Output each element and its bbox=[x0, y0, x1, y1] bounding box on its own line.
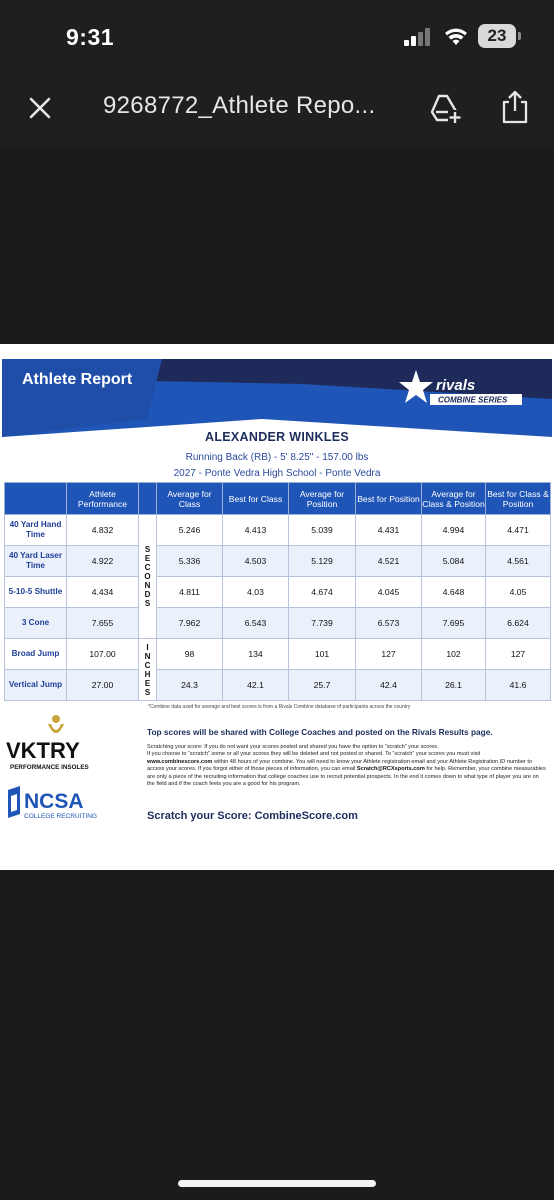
table-cell: 5.129 bbox=[289, 546, 356, 577]
svg-text:rivals: rivals bbox=[436, 377, 476, 394]
table-cell: 6.573 bbox=[356, 608, 422, 639]
table-cell: 24.3 bbox=[157, 670, 223, 701]
banner-title: Athlete Report bbox=[22, 371, 133, 388]
table-row bbox=[5, 639, 551, 670]
position-line: Running Back (RB) - 5' 8.25" - 157.00 lbs bbox=[185, 452, 369, 463]
table-cell: 4.648 bbox=[422, 577, 486, 608]
table-cell: 4.471 bbox=[486, 515, 551, 546]
unit-letter: C bbox=[144, 660, 151, 670]
school-line: 2027 - Ponte Vedra High School - Ponte Vedra bbox=[173, 468, 381, 479]
cellular-signal-icon bbox=[404, 28, 434, 46]
table-cell: 4.922 bbox=[67, 546, 139, 577]
scores-table bbox=[4, 482, 551, 701]
table-cell: 4.503 bbox=[223, 546, 289, 577]
add-to-drive-icon[interactable] bbox=[428, 91, 462, 125]
document-title: 9268772_Athlete Repo... bbox=[103, 92, 376, 119]
column-header: Average for Position bbox=[289, 483, 356, 515]
unit-letter: S bbox=[144, 599, 151, 608]
event-label: 3 Cone bbox=[5, 608, 67, 639]
unit-letter: H bbox=[144, 669, 151, 679]
table-cell: 6.624 bbox=[486, 608, 551, 639]
event-label: 5-10-5 Shuttle bbox=[5, 577, 67, 608]
table-cell: 127 bbox=[486, 639, 551, 670]
battery-icon: 23 bbox=[478, 24, 516, 48]
table-cell: 41.6 bbox=[486, 670, 551, 701]
pdf-page bbox=[0, 344, 554, 870]
vktry-logo bbox=[6, 712, 118, 772]
column-header: Average for Class bbox=[157, 483, 223, 515]
table-cell: 98 bbox=[157, 639, 223, 670]
column-header: Best for Class & Position bbox=[486, 483, 551, 515]
table-row bbox=[5, 515, 551, 546]
scratch-instructions bbox=[147, 744, 547, 788]
svg-text:NCSA: NCSA bbox=[24, 790, 84, 813]
table-cell: 107.00 bbox=[67, 639, 139, 670]
scratch-score-line: Scratch your Score: CombineScore.com bbox=[147, 810, 358, 822]
table-cell: 4.561 bbox=[486, 546, 551, 577]
table-cell: 5.336 bbox=[157, 546, 223, 577]
unit-letter: E bbox=[144, 678, 151, 688]
home-indicator[interactable] bbox=[178, 1180, 376, 1187]
table-cell: 4.045 bbox=[356, 577, 422, 608]
table-cell: 4.431 bbox=[356, 515, 422, 546]
table-cell: 7.655 bbox=[67, 608, 139, 639]
table-row bbox=[5, 670, 551, 701]
viewer-background bbox=[0, 148, 554, 344]
unit-letter: S bbox=[144, 687, 151, 697]
event-label: Broad Jump bbox=[5, 639, 67, 670]
table-cell: 5.084 bbox=[422, 546, 486, 577]
header-unit-blank bbox=[139, 483, 157, 515]
column-header: Best for Position bbox=[356, 483, 422, 515]
unit-letter: N bbox=[144, 651, 151, 661]
unit-letter: S bbox=[144, 545, 151, 554]
scratch-details: If you choose to “scratch” some or all your scores they will be deleted and not posted or shared. To “scratch” your scores you must visit www.combinescore.com within 48 hours of your combine. You will need to know your Athlete registration email and your Athlete Registration ID number to access your scores. If you forgot either of those pieces of information, you can email Scratch@RCXsports.com for help. Remember, your combine measurables are only a piece of the recruiting information that college coaches use to recruit potential prospects. In the end it comes down to what type of player you are on the field and if the coach feels you are a good for his program. bbox=[147, 751, 546, 788]
table-header-row bbox=[5, 483, 551, 515]
table-cell: 6.543 bbox=[223, 608, 289, 639]
unit-letter: D bbox=[144, 590, 151, 599]
table-cell: 42.1 bbox=[223, 670, 289, 701]
table-cell: 5.039 bbox=[289, 515, 356, 546]
unit-letter: C bbox=[144, 563, 151, 572]
top-scores-note: Top scores will be shared with College Coaches and posted on the Rivals Results page. bbox=[147, 727, 493, 737]
scratch-intro: Scratching your score: If you do not want your scores posted and shared you have the option to “scratch” your scores. bbox=[147, 744, 439, 750]
table-cell: 127 bbox=[356, 639, 422, 670]
column-header: Athlete Performance bbox=[67, 483, 139, 515]
table-cell: 26.1 bbox=[422, 670, 486, 701]
status-bar bbox=[0, 0, 554, 70]
athlete-name: ALEXANDER WINKLES bbox=[205, 430, 349, 444]
scratch-email-link[interactable]: Scratch@RCXsports.com bbox=[356, 766, 425, 773]
unit-seconds bbox=[139, 515, 157, 639]
table-cell: 4.832 bbox=[67, 515, 139, 546]
unit-letter: I bbox=[146, 642, 149, 652]
table-cell: 101 bbox=[289, 639, 356, 670]
wifi-icon bbox=[444, 26, 468, 46]
unit-inches bbox=[139, 639, 157, 701]
share-icon[interactable] bbox=[500, 89, 530, 125]
table-cell: 4.413 bbox=[223, 515, 289, 546]
table-cell: 4.05 bbox=[486, 577, 551, 608]
table-cell: 4.03 bbox=[223, 577, 289, 608]
table-cell: 4.434 bbox=[67, 577, 139, 608]
battery-tip bbox=[518, 32, 521, 40]
svg-text:VKTRY: VKTRY bbox=[6, 738, 80, 763]
ncsa-logo bbox=[6, 784, 118, 824]
svg-text:COMBINE SERIES: COMBINE SERIES bbox=[438, 395, 508, 405]
svg-text:PERFORMANCE INSOLES: PERFORMANCE INSOLES bbox=[10, 764, 89, 771]
column-header: Best for Class bbox=[223, 483, 289, 515]
footnote: *Combine data used for average and best scores is from a Rivals Combine database of participants across the country bbox=[148, 704, 411, 710]
viewer-background-bottom bbox=[0, 870, 554, 1200]
table-cell: 42.4 bbox=[356, 670, 422, 701]
table-cell: 7.962 bbox=[157, 608, 223, 639]
event-label: 40 Yard Laser Time bbox=[5, 546, 67, 577]
unit-letter: E bbox=[144, 554, 151, 563]
header-blank bbox=[5, 483, 67, 515]
clock: 9:31 bbox=[66, 24, 115, 50]
close-icon[interactable] bbox=[26, 94, 54, 122]
table-cell: 102 bbox=[422, 639, 486, 670]
app-bar bbox=[0, 78, 554, 138]
rivals-combine-series-logo bbox=[398, 366, 528, 414]
combinescore-link[interactable]: www.combinescore.com bbox=[147, 758, 213, 765]
table-cell: 4.521 bbox=[356, 546, 422, 577]
table-row bbox=[5, 546, 551, 577]
event-label: Vertical Jump bbox=[5, 670, 67, 701]
table-cell: 4.811 bbox=[157, 577, 223, 608]
table-cell: 5.246 bbox=[157, 515, 223, 546]
table-cell: 7.739 bbox=[289, 608, 356, 639]
table-cell: 134 bbox=[223, 639, 289, 670]
table-row bbox=[5, 608, 551, 639]
column-header: Average for Class & Position bbox=[422, 483, 486, 515]
svg-text:COLLEGE RECRUITING: COLLEGE RECRUITING bbox=[24, 813, 97, 820]
table-cell: 4.994 bbox=[422, 515, 486, 546]
table-cell: 7.695 bbox=[422, 608, 486, 639]
unit-letter: O bbox=[144, 572, 151, 581]
table-row bbox=[5, 577, 551, 608]
table-cell: 25.7 bbox=[289, 670, 356, 701]
table-cell: 27.00 bbox=[67, 670, 139, 701]
event-label: 40 Yard Hand Time bbox=[5, 515, 67, 546]
table-cell: 4.674 bbox=[289, 577, 356, 608]
unit-letter: N bbox=[144, 581, 151, 590]
